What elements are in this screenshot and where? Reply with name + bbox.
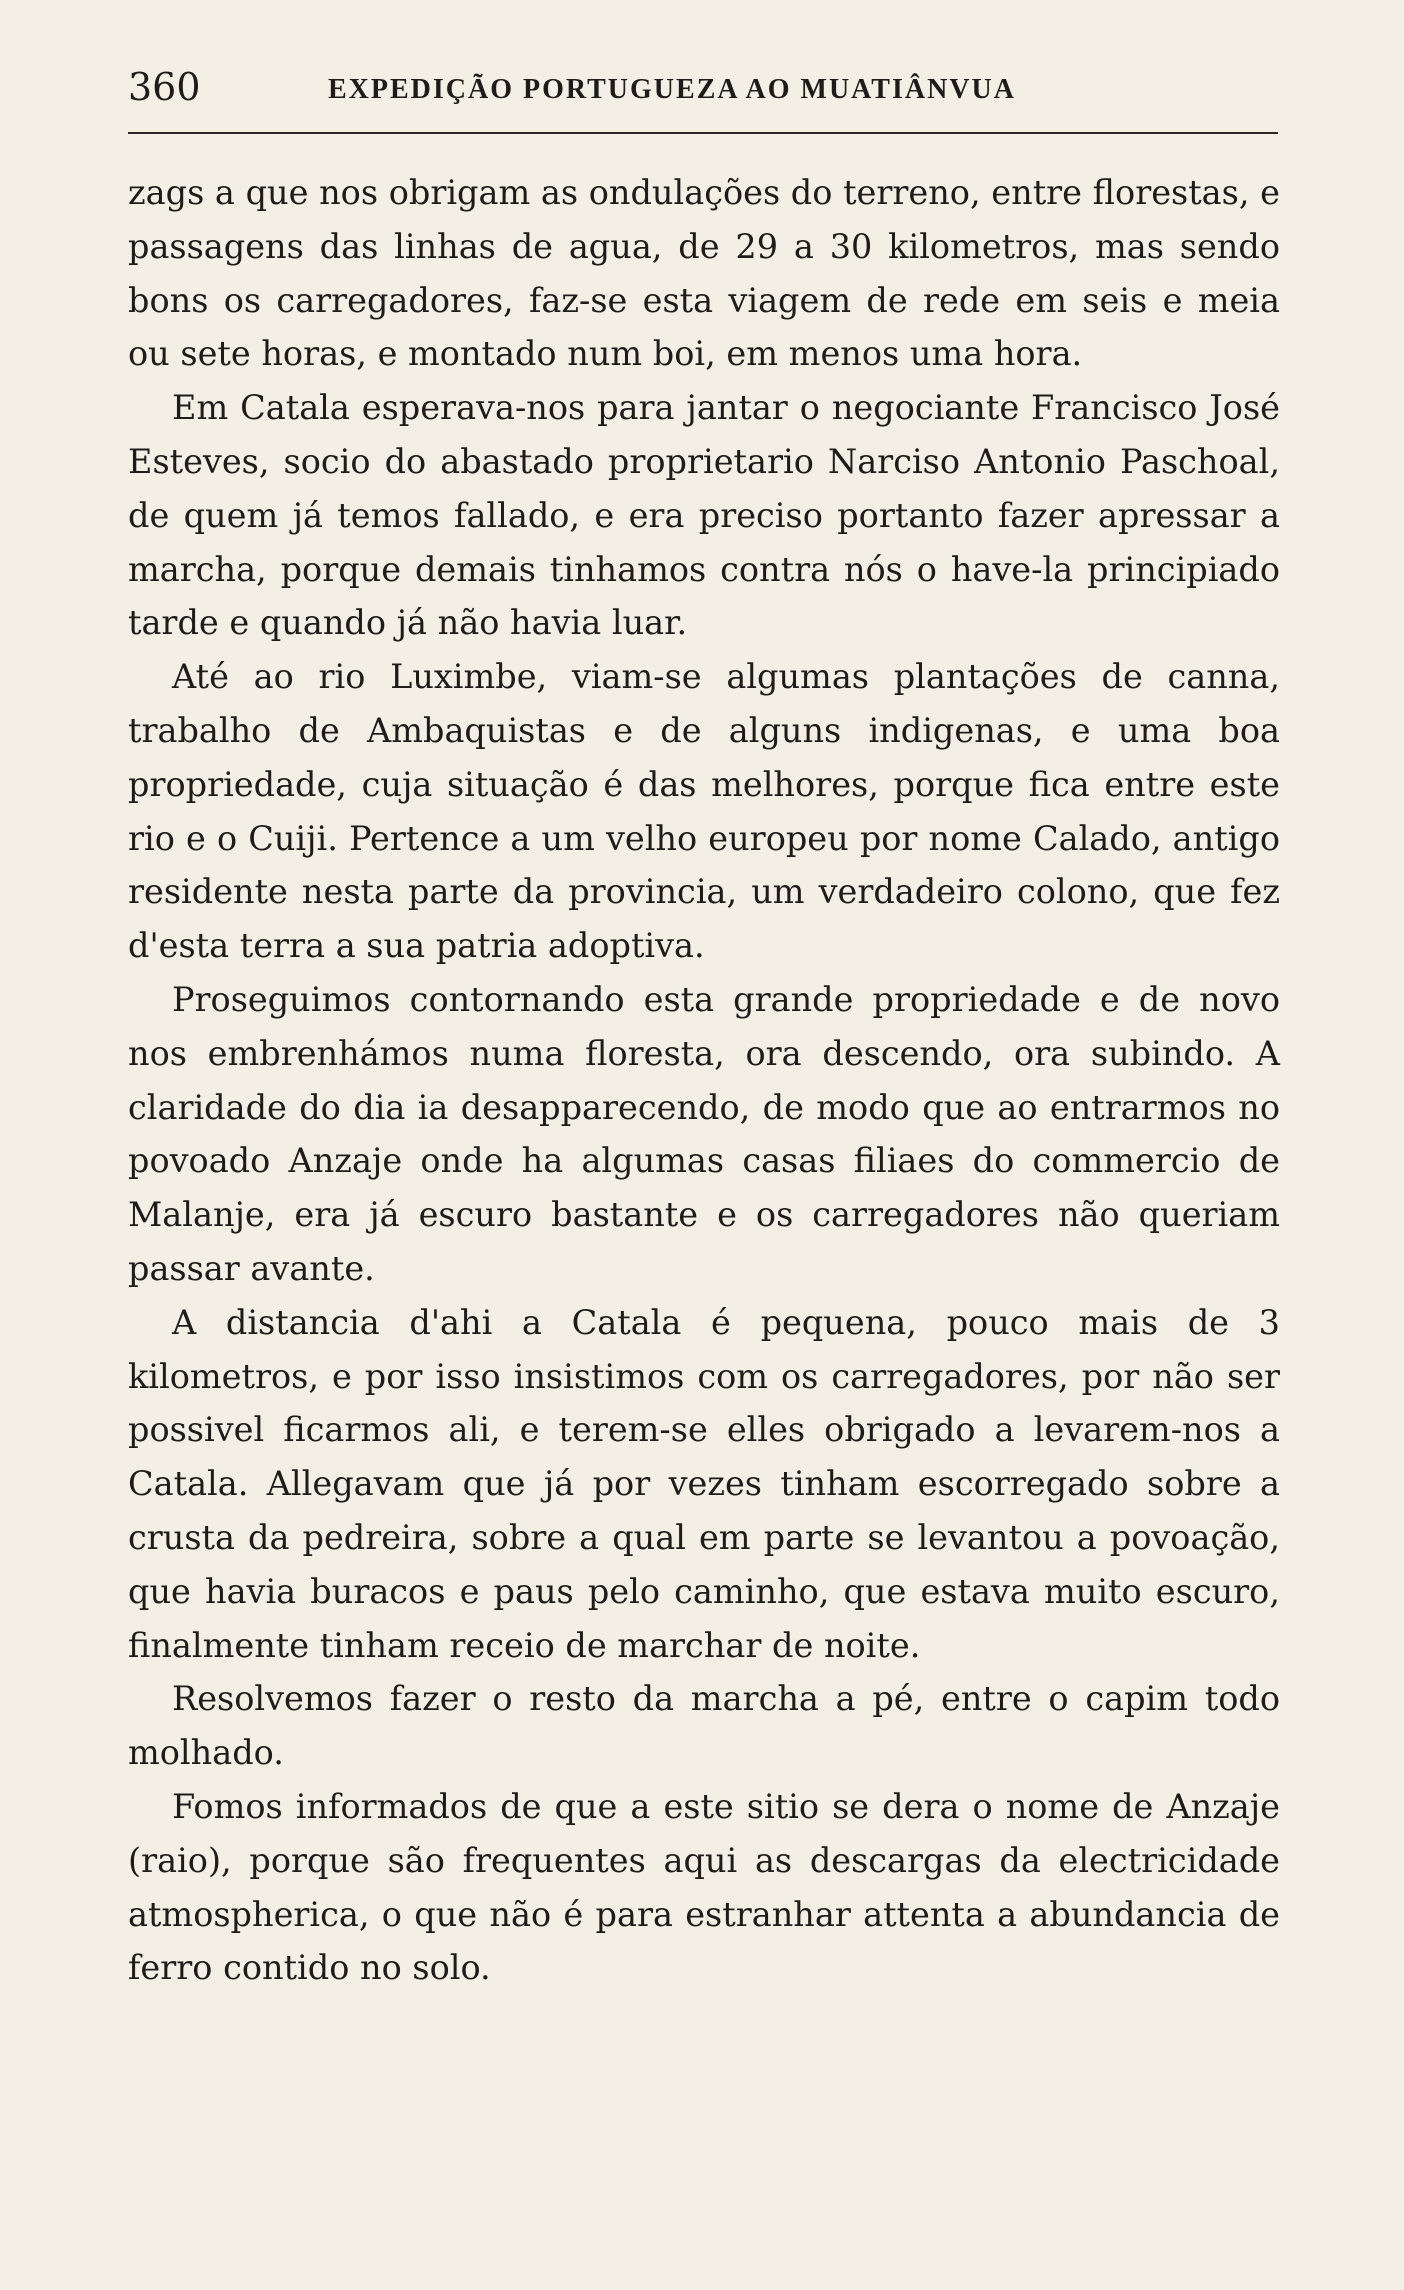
body-text (128, 166, 1280, 1995)
paragraph: Resolvemos fazer o resto da marcha a pé, entre o capim todo molhado. (128, 1679, 1280, 1773)
page-number: 360 (128, 65, 201, 109)
paragraph: zags a que nos obrigam as ondulações do terreno, entre florestas, e passagens das linhas de agua, de 29 a 30 kilometros, mas sendo bons os carregadores, faz-se esta viagem de rede em seis e meia ou sete horas, e montado num boi, em menos uma hora. (128, 173, 1280, 374)
paragraph: A distancia d'ahi a Catala é pequena, pouco mais de 3 kilometros, e por isso insistimos com os carregadores, por não ser possivel ficarmos ali, e terem-se elles obrigado a levarem-nos a Catala. Allegavam que já por vezes tinham escorregado sobre a crusta da pedreira, sobre a qual em parte se levantou a povoação, que havia buracos e paus pelo caminho, que estava muito escuro, finalmente tinham receio de marchar de noite. (128, 1302, 1280, 1665)
paragraph: Fomos informados de que a este sitio se dera o nome de Anzaje (raio), porque são frequentes aqui as descargas da electricidade atmospherica, o que não é para estranhar attenta a abundancia de ferro contido no solo. (128, 1786, 1280, 1988)
header-rule (128, 132, 1278, 134)
paragraph: Até ao rio Luximbe, viam-se algumas plantações de canna, trabalho de Ambaquistas e de alguns indigenas, e uma boa propriedade, cuja situação é das melhores, porque fica entre este rio e o Cuiji. Pertence a um velho europeu por nome Calado, antigo residente nesta parte da provincia, um verdadeiro colono, que fez d'esta terra a sua patria adoptiva. (128, 657, 1280, 966)
paragraph: Em Catala esperava-nos para jantar o negociante Francisco José Esteves, socio do abastado proprietario Narciso Antonio Paschoal, de quem já temos fallado, e era preciso portanto fazer apressar a marcha, porque demais tinhamos contra nós o have-la principiado tarde e quando já não havia luar. (128, 388, 1280, 643)
page-header (128, 62, 1278, 112)
running-title: EXPEDIÇÃO PORTUGUEZA AO MUATIÂNVUA (328, 74, 1016, 105)
paragraph: Proseguimos contornando esta grande propriedade e de novo nos embrenhámos numa floresta, ora descendo, ora subindo. A claridade do dia ia desapparecendo, de modo que ao entrarmos no povoado Anzaje onde ha algumas casas filiaes do commercio de Malanje, era já escuro bastante e os carregadores não queriam passar avante. (128, 979, 1280, 1288)
